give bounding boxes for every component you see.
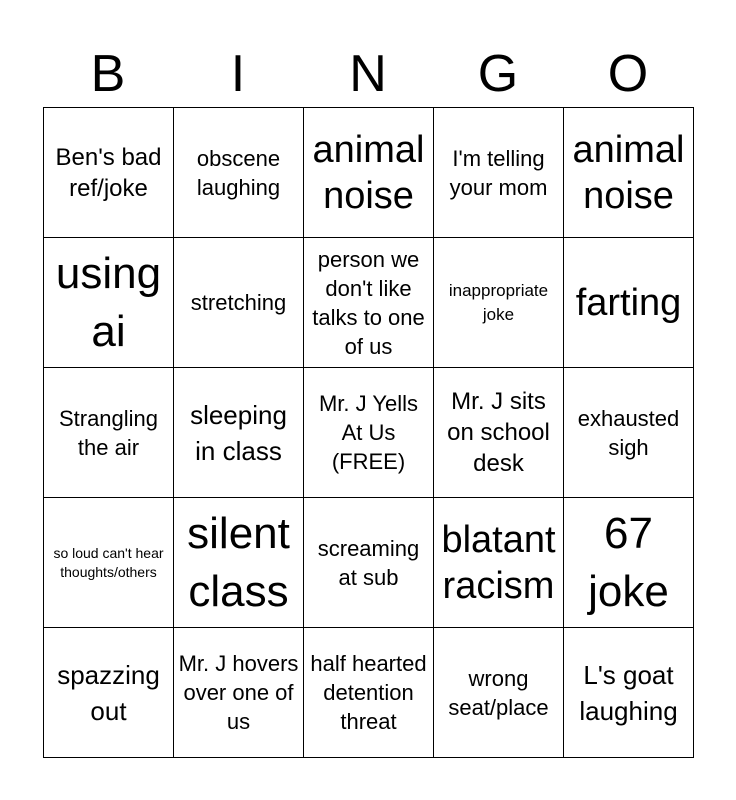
header-letter-i: I <box>230 45 246 103</box>
cell-text: so loud can't hear thoughts/others <box>53 544 164 580</box>
cell-text: I'm telling your mom <box>449 145 548 200</box>
bingo-cell-r4-c5[interactable] <box>564 498 694 628</box>
bingo-cell-r1-c3[interactable] <box>304 108 434 238</box>
cell-text: silent class <box>187 508 290 616</box>
cell-text: stretching <box>190 290 287 315</box>
cell-text: person we don't like talks to one of us <box>312 246 425 359</box>
cell-text: spazzing out <box>57 659 160 726</box>
bingo-cell-r5-c4[interactable] <box>434 628 564 758</box>
header-letter-o: O <box>607 45 649 103</box>
bingo-cell-r4-c1[interactable] <box>44 498 174 628</box>
cell-text: blatant racism <box>441 518 556 607</box>
cell-text: animal noise <box>312 128 425 217</box>
bingo-cell-r2-c4[interactable] <box>434 238 564 368</box>
cell-text: exhausted sigh <box>577 405 680 460</box>
bingo-cell-r3-c1[interactable] <box>44 368 174 498</box>
bingo-cell-r5-c3[interactable] <box>304 628 434 758</box>
bingo-board <box>43 107 694 758</box>
cell-text: animal noise <box>572 128 685 217</box>
bingo-cell-r4-c3[interactable] <box>304 498 434 628</box>
header-letter-b: B <box>90 45 126 103</box>
bingo-cell-r5-c5[interactable] <box>564 628 694 758</box>
bingo-cell-r1-c4[interactable] <box>434 108 564 238</box>
cell-text: 67 joke <box>588 508 669 616</box>
bingo-cell-r1-c5[interactable] <box>564 108 694 238</box>
cell-text: using ai <box>55 248 162 356</box>
bingo-cell-r2-c1[interactable] <box>44 238 174 368</box>
cell-text: L's goat laughing <box>579 659 678 726</box>
header-letter-n: N <box>349 45 387 103</box>
cell-text: inappropriate joke <box>448 280 549 324</box>
cell-text: Mr. J Yells At Us (FREE) <box>318 391 419 474</box>
cell-text: obscene laughing <box>196 145 281 200</box>
cell-text: sleeping in class <box>190 399 287 466</box>
bingo-cell-r1-c2[interactable] <box>174 108 304 238</box>
cell-text: Mr. J sits on school desk <box>447 388 550 477</box>
cell-text: half hearted detention threat <box>310 651 427 734</box>
bingo-cell-r3-c2[interactable] <box>174 368 304 498</box>
bingo-header <box>43 40 693 108</box>
bingo-cell-r4-c4[interactable] <box>434 498 564 628</box>
bingo-cell-r2-c2[interactable] <box>174 238 304 368</box>
cell-text: Strangling the air <box>58 405 159 460</box>
cell-text: wrong seat/place <box>448 665 549 720</box>
cell-text: Mr. J hovers over one of us <box>178 651 299 734</box>
bingo-cell-r4-c2[interactable] <box>174 498 304 628</box>
cell-text: farting <box>575 281 682 324</box>
header-letter-g: G <box>477 45 519 103</box>
bingo-cell-r2-c3[interactable] <box>304 238 434 368</box>
bingo-cell-r1-c1[interactable] <box>44 108 174 238</box>
cell-text: screaming at sub <box>317 535 420 590</box>
cell-text: Ben's bad ref/joke <box>55 143 162 202</box>
bingo-cell-r3-c3[interactable] <box>304 368 434 498</box>
bingo-cell-r5-c1[interactable] <box>44 628 174 758</box>
bingo-cell-r5-c2[interactable] <box>174 628 304 758</box>
bingo-cell-r2-c5[interactable] <box>564 238 694 368</box>
bingo-cell-r3-c4[interactable] <box>434 368 564 498</box>
bingo-cell-r3-c5[interactable] <box>564 368 694 498</box>
